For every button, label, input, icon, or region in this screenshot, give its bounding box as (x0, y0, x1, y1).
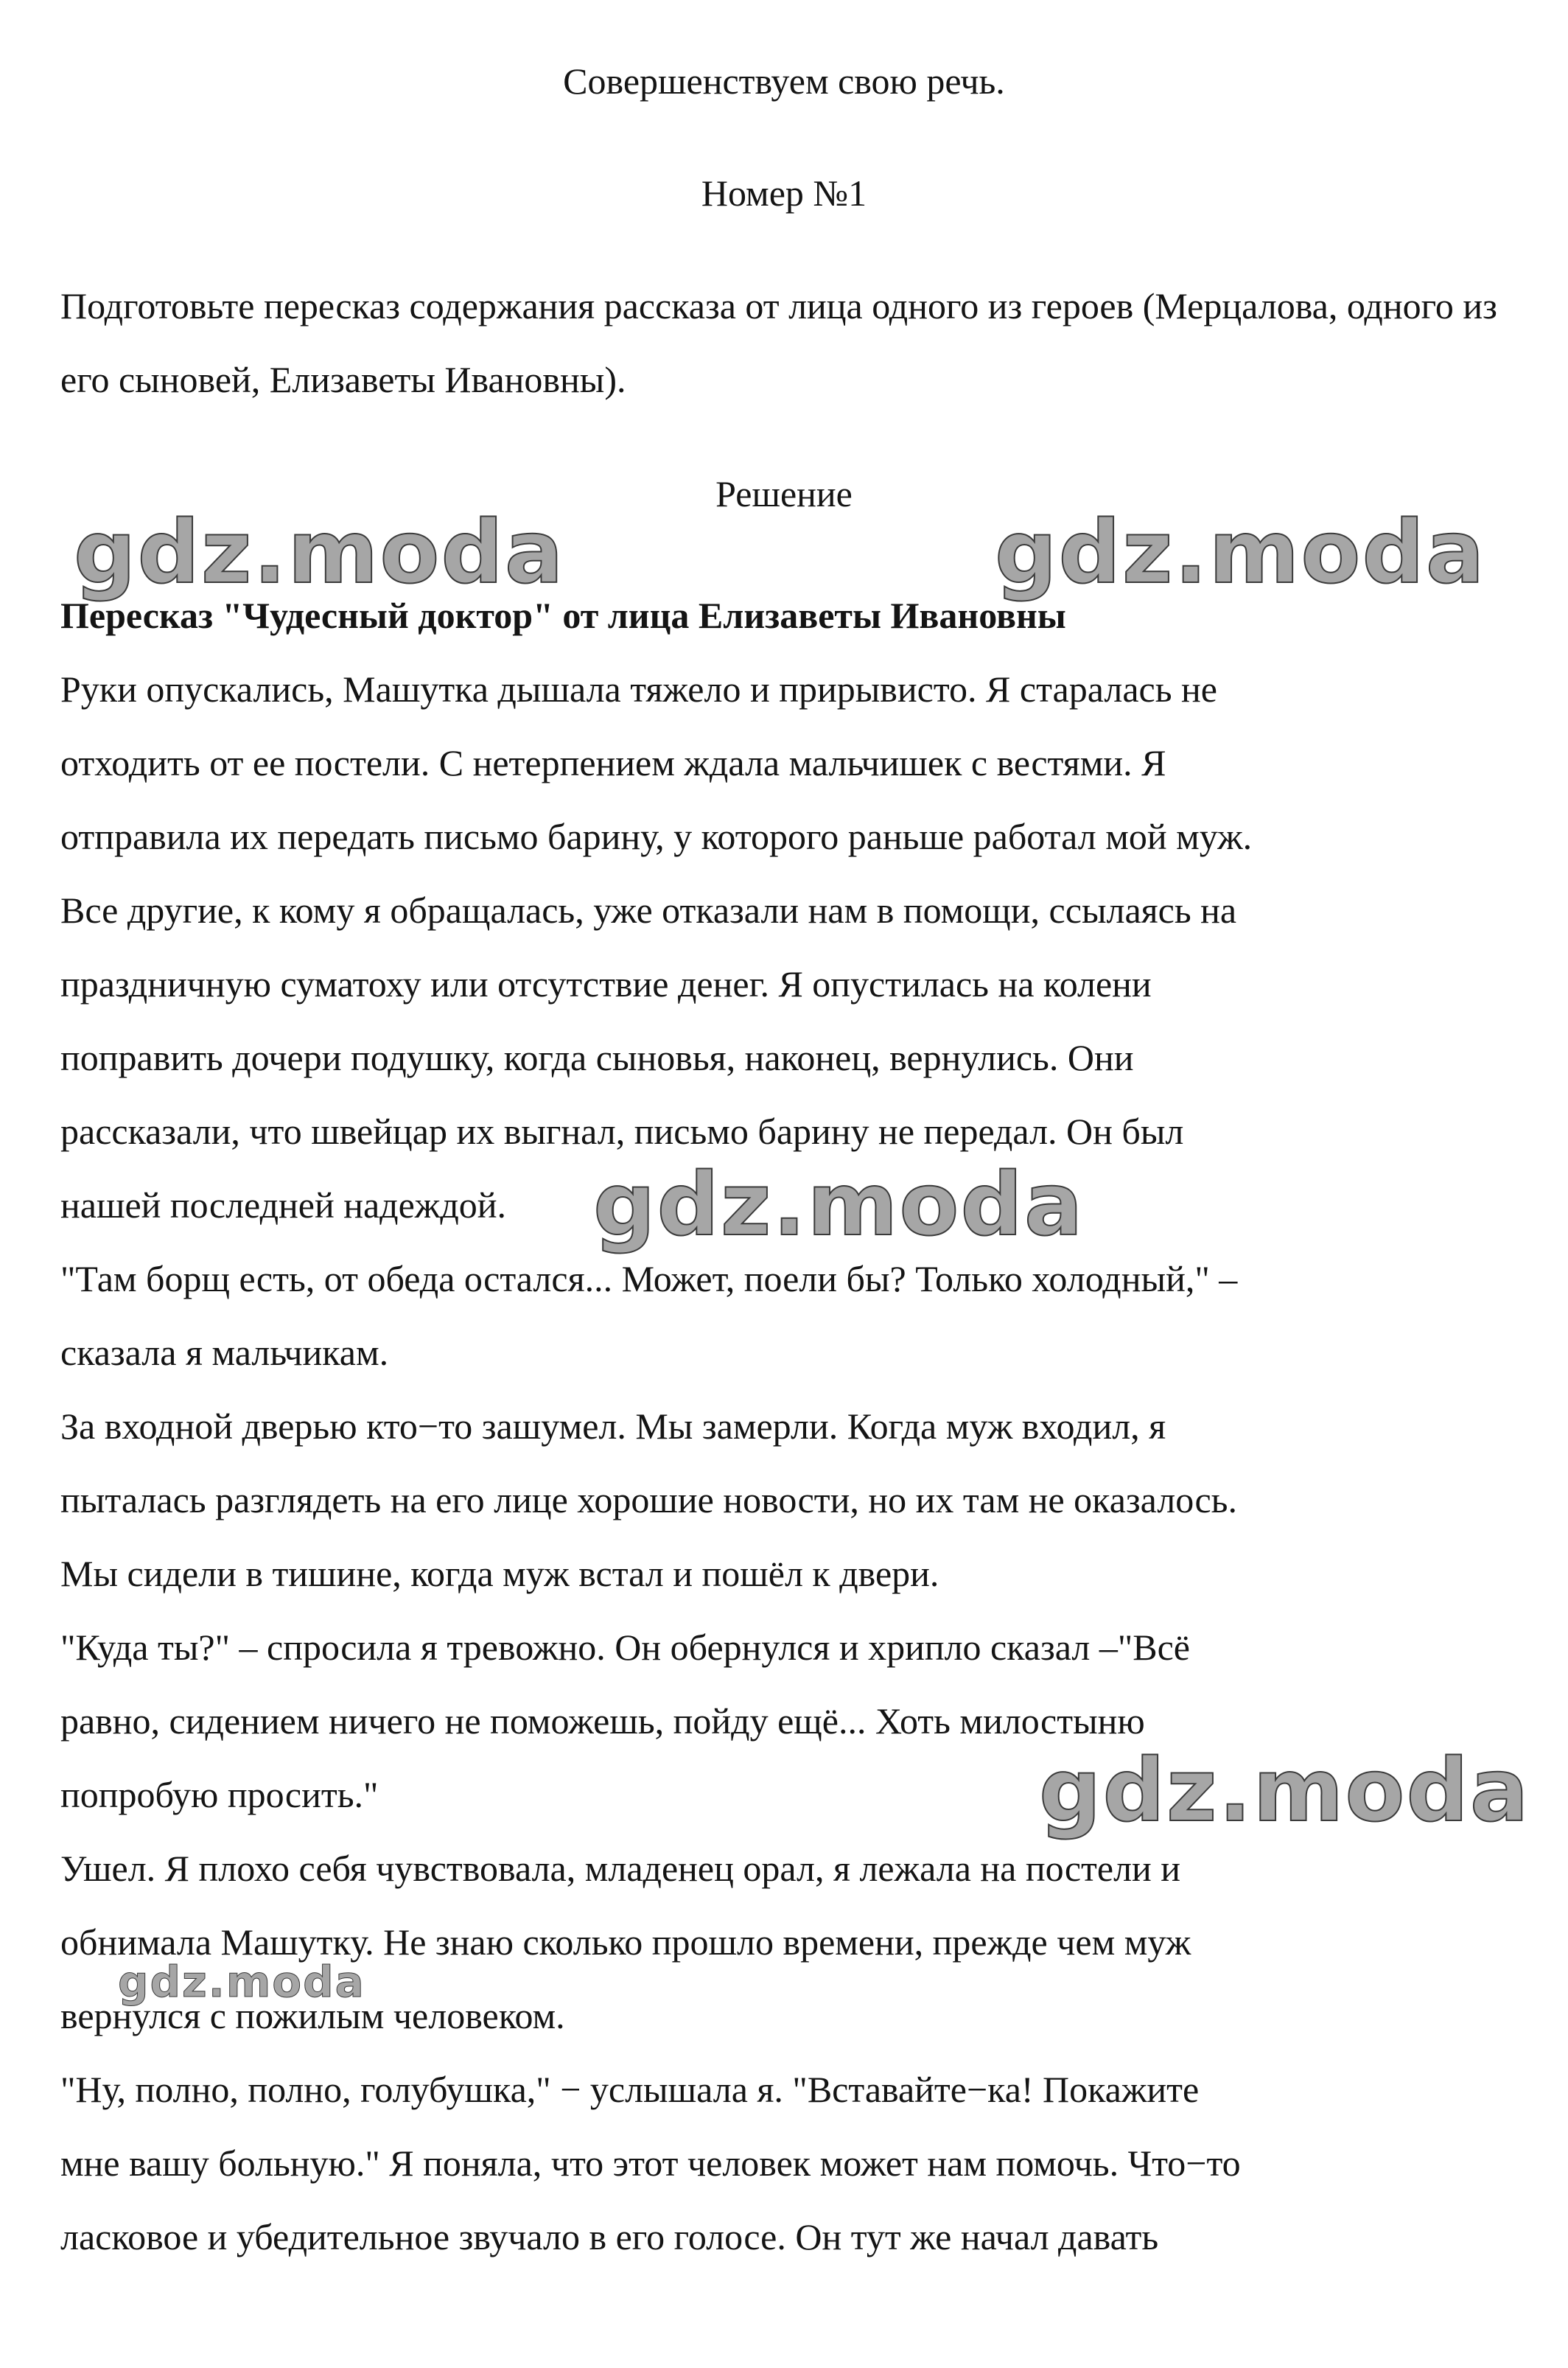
text-line: Ушел. Я плохо себя чувствовала, младенец орал, я лежала на постели и (60, 1848, 1181, 1889)
solution-heading: Пересказ "Чудесный доктор" от лица Елизаветы Ивановны (60, 595, 1066, 636)
solution-label: Решение (715, 473, 853, 514)
text-line: вернулся с пожилым человеком. (60, 1995, 565, 2036)
text-line: За входной дверью кто−то зашумел. Мы замерли. Когда муж входил, я (60, 1405, 1166, 1447)
text-line: "Ну, полно, полно, голубушка," − услышала я. "Вставайте−ка! Покажите (60, 2069, 1200, 2110)
text-line: поправить дочери подушку, когда сыновья, наконец, вернулись. Они (60, 1037, 1134, 1078)
text-line: отправила их передать письмо барину, у которого раньше работал мой муж. (60, 816, 1253, 857)
text-line: пыталась разглядеть на его лице хорошие новости, но их там не оказалось. (60, 1479, 1237, 1520)
text-line: Мы сидели в тишине, когда муж встал и пошёл к двери. (60, 1553, 939, 1594)
text-line: обнимала Машутку. Не знаю сколько прошло времени, прежде чем муж (60, 1921, 1191, 1963)
text-line: мне вашу больную." Я поняла, что этот человек может нам помочь. Что−то (60, 2142, 1241, 2184)
watermark-logo: gdz.moda (1039, 1739, 1530, 1841)
text-line: ласковое и убедительное звучало в его голосе. Он тут же начал давать (60, 2216, 1159, 2257)
text-line: "Куда ты?" – спросила я тревожно. Он обернулся и хрипло сказал –"Всё (60, 1627, 1190, 1668)
text-line: равно, сидением ничего не поможешь, пойду ещё... Хоть милостыню (60, 1700, 1145, 1742)
exercise-number: Номер №1 (701, 172, 867, 214)
text-line: праздничную суматоху или отсутствие денег. Я опустилась на колени (60, 963, 1152, 1005)
watermark-logo: gdz.moda (118, 1957, 365, 2007)
watermark-logo: gdz.moda (995, 501, 1486, 603)
text-line: попробую просить." (60, 1774, 379, 1815)
task-text: Подготовьте пересказ содержания рассказа от лица одного из героев (Мерцалова, одного из его сыновей, Елизаветы Ивановны). (60, 285, 1497, 400)
text-line: отходить от ее постели. С нетерпением ждала мальчишек с вестями. Я (60, 742, 1166, 783)
text-line: рассказали, что швейцар их выгнал, письмо барину не передал. Он был (60, 1111, 1184, 1152)
section-title: Совершенствуем свою речь. (563, 60, 1005, 102)
text-line: Руки опускались, Машутка дышала тяжело и прирывисто. Я старалась не (60, 668, 1217, 710)
text-line: Все другие, к кому я обращалась, уже отказали нам в помощи, ссылаясь на (60, 890, 1237, 931)
watermark-logo: gdz.moda (74, 501, 565, 603)
text-line: нашей последней надеждой. (60, 1184, 507, 1226)
text-line: "Там борщ есть, от обеда остался... Может, поели бы? Только холодный," – (60, 1258, 1238, 1299)
watermark-logo: gdz.moda (593, 1153, 1085, 1255)
text-line: сказала я мальчикам. (60, 1332, 389, 1373)
